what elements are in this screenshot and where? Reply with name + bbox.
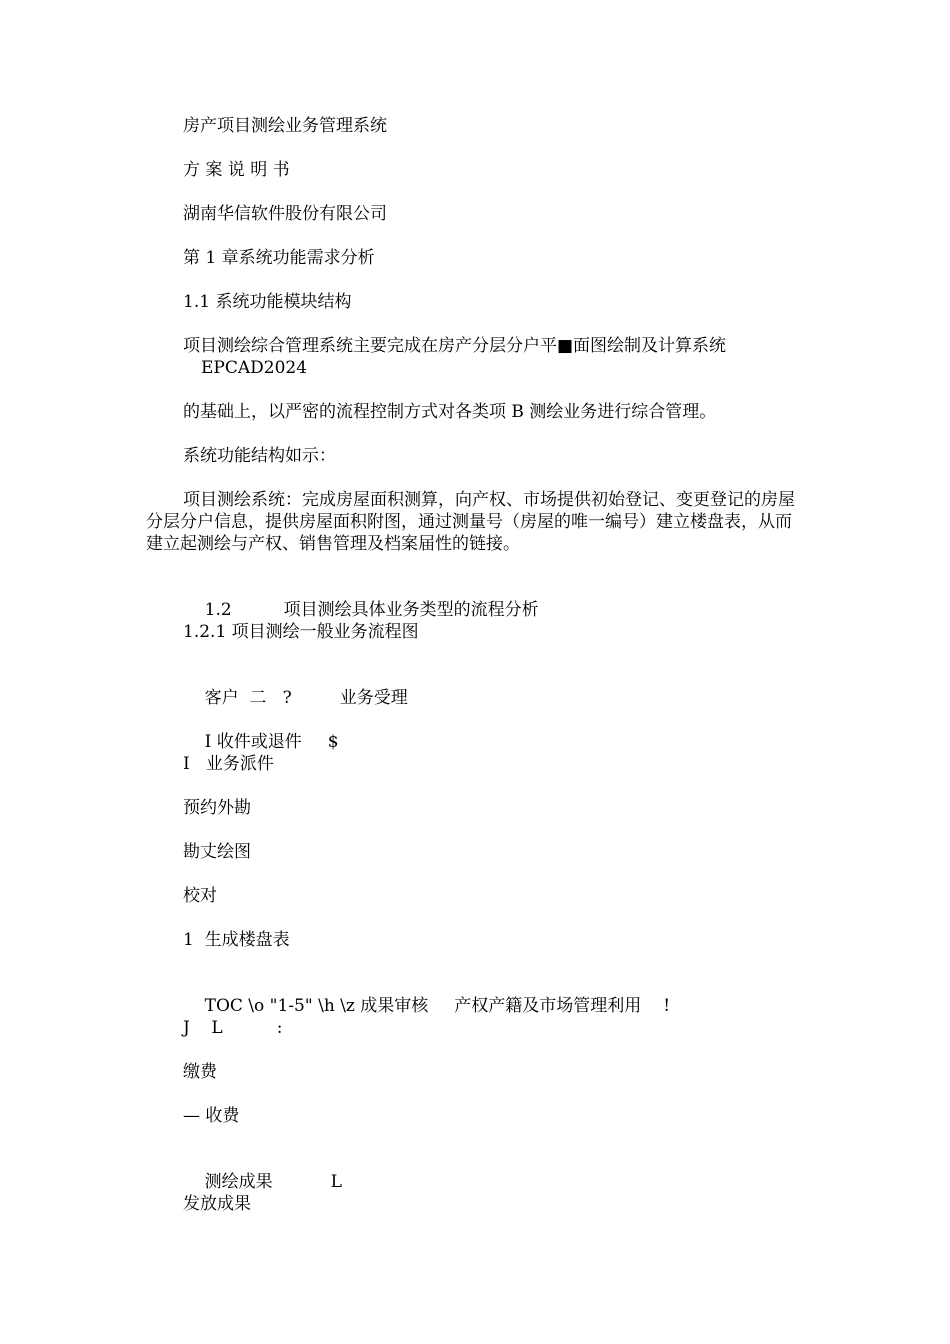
chapter-heading: 第 1 章系统功能需求分析 <box>183 248 375 268</box>
flow-charge: — 收费 <box>183 1106 240 1126</box>
flow-proofread: 校对 <box>183 886 217 906</box>
flow-symbol: $ <box>327 732 339 752</box>
intro-line-3: 的基础上，以严密的流程控制方式对各类项 B 测绘业务进行综合管理。 <box>183 402 717 422</box>
document-title: 房产项目测绘业务管理系统 <box>183 116 387 136</box>
structure-paragraph: 项目测绘系统：完成房屋面积测算，向产权、市场提供初始登记、变更登记的房屋 分层分户信息，提供房屋面积附图，通过测量号（房屋的唯一编号）建立楼盘表，从而 建立起测绘与产权、销售管理及档案届性的链接。 <box>146 490 795 554</box>
flow-survey: 勘丈绘图 <box>183 842 251 862</box>
flow-pay: 缴费 <box>183 1062 217 1082</box>
flow-line-9: J L : <box>183 1018 283 1038</box>
structure-intro: 系统功能结构如示： <box>183 446 336 466</box>
flow-accept: 业务受理 <box>339 688 408 708</box>
flow-build-table: 1 生成楼盘表 <box>183 930 290 950</box>
flow-review: TOC \o "1-5" \h \z 成果审核 <box>204 996 429 1016</box>
flow-mark-l: L <box>330 1172 342 1192</box>
flow-appointment: 预约外勘 <box>183 798 251 818</box>
flow-mark: ! <box>663 996 671 1016</box>
flow-receive: I 收件或退件 <box>204 732 302 752</box>
section-title: 项目测绘具体业务类型的流程分析 <box>283 600 539 620</box>
document-subtitle: 方 案 说 明 书 <box>183 160 290 180</box>
section-heading-1-1: 1.1 系统功能模块结构 <box>183 292 352 312</box>
section-heading-1-2-1: 1.2.1 项目测绘一般业务流程图 <box>183 622 419 642</box>
company-name: 湖南华信软件股份有限公司 <box>183 204 387 224</box>
intro-line-2: EPCAD2024 <box>201 358 308 378</box>
flow-issue-results: 发放成果 <box>183 1194 251 1214</box>
flow-results: 测绘成果 <box>204 1172 273 1192</box>
flow-dispatch: I 业务派件 <box>183 754 274 774</box>
flow-market-use: 产权产籍及市场管理利用 <box>454 996 642 1016</box>
flow-customer: 客户 二 ? <box>204 688 292 708</box>
intro-line-1: 项目测绘综合管理系统主要完成在房产分层分户平■面图绘制及计算系统 <box>183 336 727 356</box>
section-number: 1.2 <box>204 600 232 620</box>
